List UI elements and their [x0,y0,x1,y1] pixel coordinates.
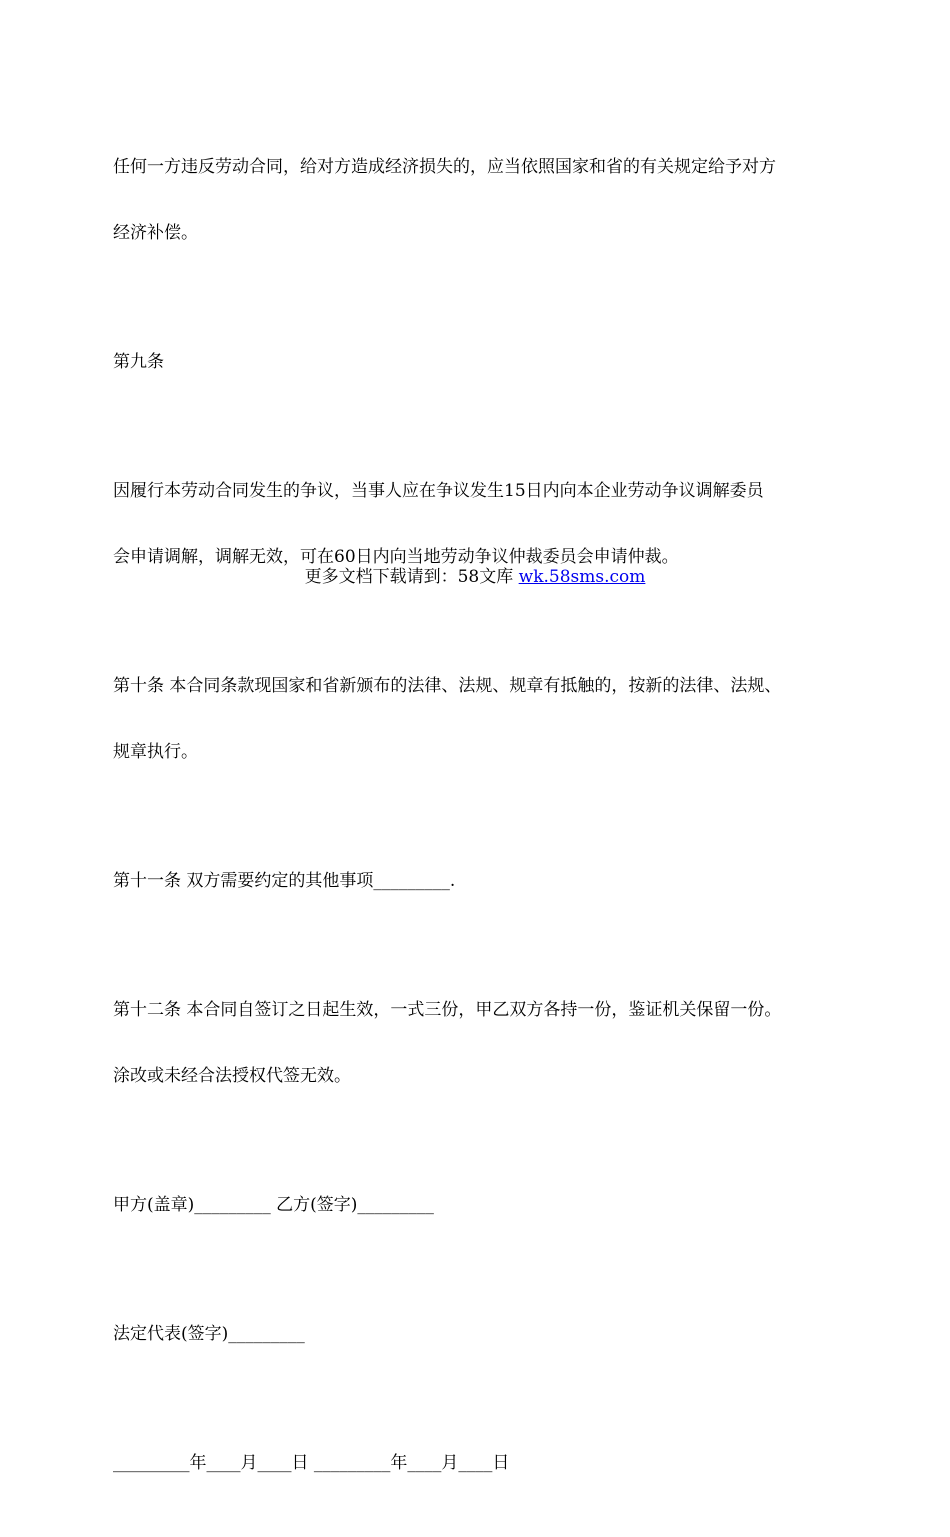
text-line: 因履行本劳动合同发生的争议，当事人应在争议发生15日内向本企业劳动争议调解委员 [113,481,764,501]
text-line: 第九条 [113,352,164,372]
footer-link[interactable]: wk.58sms.com [518,567,646,587]
article-10 [113,631,843,807]
text-line: 经济补偿。 [113,223,198,243]
signature-dates [113,1408,843,1518]
footer-text: 更多文档下载请到：58文库 [304,567,519,587]
text-line: 第十二条 本合同自签订之日起生效，一式三份，甲乙双方各持一份，鉴证机关保留一份。 [113,1000,782,1020]
text-line: _________年____月____日 _________年____月____日 [113,1453,510,1473]
text-line: 任何一方违反劳动合同，给对方造成经济损失的，应当依照国家和省的有关规定给予对方 [113,157,776,177]
footer [0,566,950,588]
text-line: 法定代表(签字)_________ [113,1324,305,1344]
article-12 [113,955,843,1131]
text-line: 涂改或未经合法授权代签无效。 [113,1066,351,1086]
document-body [113,112,843,1537]
signature-parties [113,1150,843,1260]
signature-legal-rep [113,1279,843,1389]
text-line: 规章执行。 [113,742,198,762]
text-line: 甲方(盖章)_________ 乙方(签字)_________ [113,1195,434,1215]
article-9-heading [113,307,843,417]
paragraph-compensation [113,112,843,288]
text-line: 会申请调解，调解无效，可在60日内向当地劳动争议仲裁委员会申请仲裁。 [113,547,679,567]
article-11 [113,826,843,936]
text-line: 第十条 本合同条款现国家和省新颁布的法律、法规、规章有抵触的，按新的法律、法规、 [113,676,782,696]
text-line: 第十一条 双方需要约定的其他事项_________. [113,871,456,891]
